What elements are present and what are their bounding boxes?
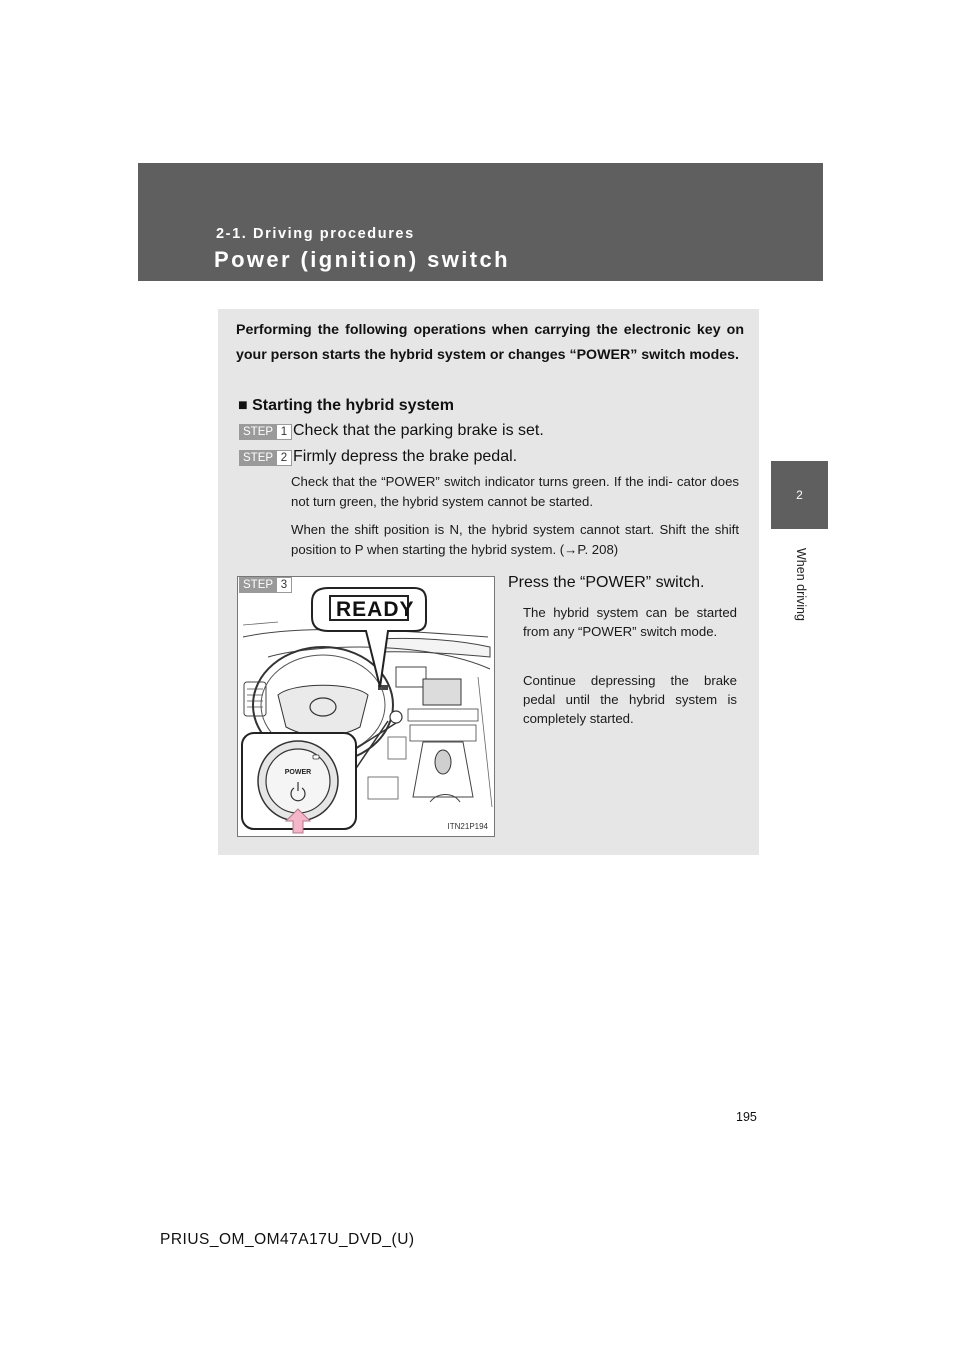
ready-indicator-label: READY — [336, 598, 415, 621]
step-number: 1 — [277, 425, 291, 439]
subheading: ■ Starting the hybrid system — [238, 397, 454, 414]
step-3-note-2: Continue depressing the brake pedal until the hybrid system is completely started. — [523, 673, 737, 726]
step-badge-3 — [239, 577, 292, 593]
step-badge-1 — [239, 424, 292, 440]
power-switch-figure — [237, 576, 495, 837]
intro-paragraph: Performing the following operations when carrying the electronic key on your person starts the hybrid system or changes “POWER” switch modes. — [236, 322, 744, 363]
step-word: STEP — [243, 579, 274, 591]
section-label: 2-1. Driving procedures — [216, 226, 415, 242]
page-number: 195 — [736, 1110, 757, 1124]
power-button-label: POWER — [284, 769, 312, 776]
chapter-tab: 2 — [771, 461, 828, 529]
step-2-text: Firmly depress the brake pedal. — [293, 448, 518, 465]
step-2-note-2: When the shift position is N, the hybrid system cannot start. Shift the shift position to P when starting the hybrid system. (→P. 208) — [291, 522, 739, 557]
document-code: PRIUS_OM_OM47A17U_DVD_(U) — [160, 1231, 415, 1248]
page-title: Power (ignition) switch — [214, 247, 510, 272]
step-word: STEP — [243, 452, 274, 464]
content-box — [218, 309, 759, 855]
page-header — [138, 163, 823, 281]
step-badge-2 — [239, 450, 292, 466]
step-3-note-1: The hybrid system can be started from any “POWER” switch mode. — [523, 605, 737, 639]
step-number: 2 — [277, 451, 291, 465]
chapter-label: When driving — [794, 548, 808, 621]
step-word: STEP — [243, 426, 274, 438]
figure-id: ITN21P194 — [447, 822, 488, 831]
step-1-text: Check that the parking brake is set. — [293, 422, 544, 439]
step-3-text: Press the “POWER” switch. — [508, 574, 705, 591]
step-2-note-1: Check that the “POWER” switch indicator turns green. If the indi- cator does not turn green, the hybrid system cannot be started. — [291, 474, 739, 509]
step-number: 3 — [277, 578, 291, 592]
